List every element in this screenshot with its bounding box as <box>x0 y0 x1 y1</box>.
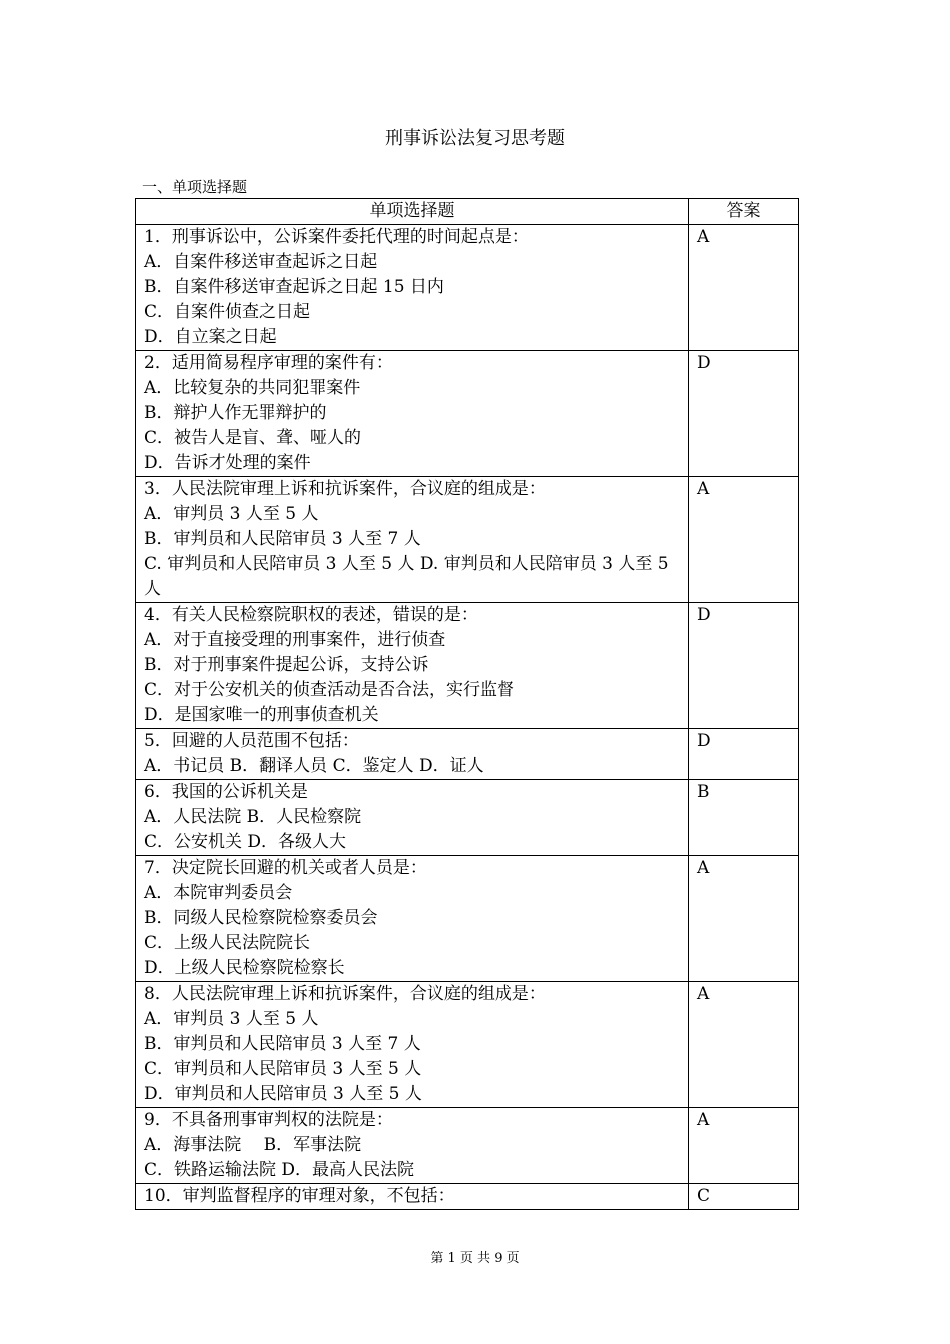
answer-cell: D <box>689 729 799 780</box>
answer-cell: A <box>689 856 799 982</box>
option-line: C．被告人是盲、聋、哑人的 <box>144 428 362 448</box>
question-cell <box>136 1184 689 1210</box>
answer-cell: B <box>689 780 799 856</box>
option-line: B．同级人民检察院检察委员会 <box>144 908 378 928</box>
answer-cell: D <box>689 603 799 729</box>
option-line: C．上级人民法院院长 <box>144 933 311 953</box>
question-cell <box>136 225 689 351</box>
option-line: D．自立案之日起 <box>144 327 277 347</box>
option-line: B．审判员和人民陪审员 3 人至 7 人 <box>144 1034 421 1054</box>
question-cell <box>136 780 689 856</box>
answer-cell: D <box>689 351 799 477</box>
table-row <box>136 225 799 351</box>
answer-cell: A <box>689 225 799 351</box>
option-line: A．本院审判委员会 <box>144 883 293 903</box>
option-line: A．对于直接受理的刑事案件，进行侦查 <box>144 630 446 650</box>
table-row <box>136 982 799 1108</box>
option-line: C. 审判员和人民陪审员 3 人至 5 人 D. 审判员和人民陪审员 3 人至 5 人 <box>144 554 669 599</box>
question-stem: 2．适用简易程序审理的案件有： <box>144 353 393 373</box>
table-row <box>136 780 799 856</box>
option-line: B．对于刑事案件提起公诉，支持公诉 <box>144 655 429 675</box>
table-header-row <box>136 199 799 225</box>
document-title: 刑事诉讼法复习思考题 <box>385 128 565 149</box>
option-line: D．上级人民检察院检察长 <box>144 958 345 978</box>
table-row <box>136 729 799 780</box>
option-line: A．自案件移送审查起诉之日起 <box>144 252 378 272</box>
answer-cell: A <box>689 1108 799 1184</box>
option-line: C．公安机关 D．各级人大 <box>144 832 347 852</box>
page-footer: 第 1 页 共 9 页 <box>430 1251 520 1266</box>
table-row <box>136 1108 799 1184</box>
table-row <box>136 856 799 982</box>
option-line: D．是国家唯一的刑事侦查机关 <box>144 705 379 725</box>
answer-cell: C <box>689 1184 799 1210</box>
question-cell <box>136 603 689 729</box>
table-row <box>136 603 799 729</box>
option-line: D．审判员和人民陪审员 3 人至 5 人 <box>144 1084 422 1104</box>
question-stem: 8．人民法院审理上诉和抗诉案件，合议庭的组成是： <box>144 984 546 1004</box>
option-line: D．告诉才处理的案件 <box>144 453 311 473</box>
option-line: C．审判员和人民陪审员 3 人至 5 人 <box>144 1059 422 1079</box>
header-question: 单项选择题 <box>136 199 689 225</box>
question-stem: 9．不具备刑事审判权的法院是： <box>144 1110 393 1130</box>
option-line: C．对于公安机关的侦查活动是否合法，实行监督 <box>144 680 515 700</box>
question-stem: 4．有关人民检察院职权的表述，错误的是： <box>144 605 478 625</box>
option-line: A．比较复杂的共同犯罪案件 <box>144 378 361 398</box>
option-line: A．审判员 3 人至 5 人 <box>144 504 319 524</box>
option-line: B．自案件移送审查起诉之日起 15 日内 <box>144 277 444 297</box>
table-row <box>136 351 799 477</box>
option-line: B．审判员和人民陪审员 3 人至 7 人 <box>144 529 421 549</box>
question-cell <box>136 982 689 1108</box>
question-stem: 10．审判监督程序的审理对象，不包括： <box>144 1186 455 1206</box>
option-line: B．辩护人作无罪辩护的 <box>144 403 327 423</box>
question-cell <box>136 351 689 477</box>
header-answer: 答案 <box>689 199 799 225</box>
option-line: C．铁路运输法院 D．最高人民法院 <box>144 1160 415 1180</box>
table-row <box>136 477 799 603</box>
question-cell <box>136 856 689 982</box>
question-cell <box>136 1108 689 1184</box>
question-stem: 7．决定院长回避的机关或者人员是： <box>144 858 427 878</box>
option-line: A．书记员 B．翻译人员 C．鉴定人 D．证人 <box>144 756 484 776</box>
question-stem: 6．我国的公诉机关是 <box>144 782 308 802</box>
question-stem: 3．人民法院审理上诉和抗诉案件，合议庭的组成是： <box>144 479 546 499</box>
question-stem: 1．刑事诉讼中，公诉案件委托代理的时间起点是： <box>144 227 529 247</box>
option-line: A．海事法院 B．军事法院 <box>144 1135 362 1155</box>
table-row <box>136 1184 799 1210</box>
option-line: A．人民法院 B．人民检察院 <box>144 807 362 827</box>
question-cell <box>136 729 689 780</box>
option-line: A．审判员 3 人至 5 人 <box>144 1009 319 1029</box>
answer-cell: A <box>689 982 799 1108</box>
question-cell <box>136 477 689 603</box>
question-table <box>135 198 799 1210</box>
section-heading: 一、单项选择题 <box>142 178 248 196</box>
answer-cell: A <box>689 477 799 603</box>
question-stem: 5．回避的人员范围不包括： <box>144 731 359 751</box>
option-line: C．自案件侦查之日起 <box>144 302 311 322</box>
